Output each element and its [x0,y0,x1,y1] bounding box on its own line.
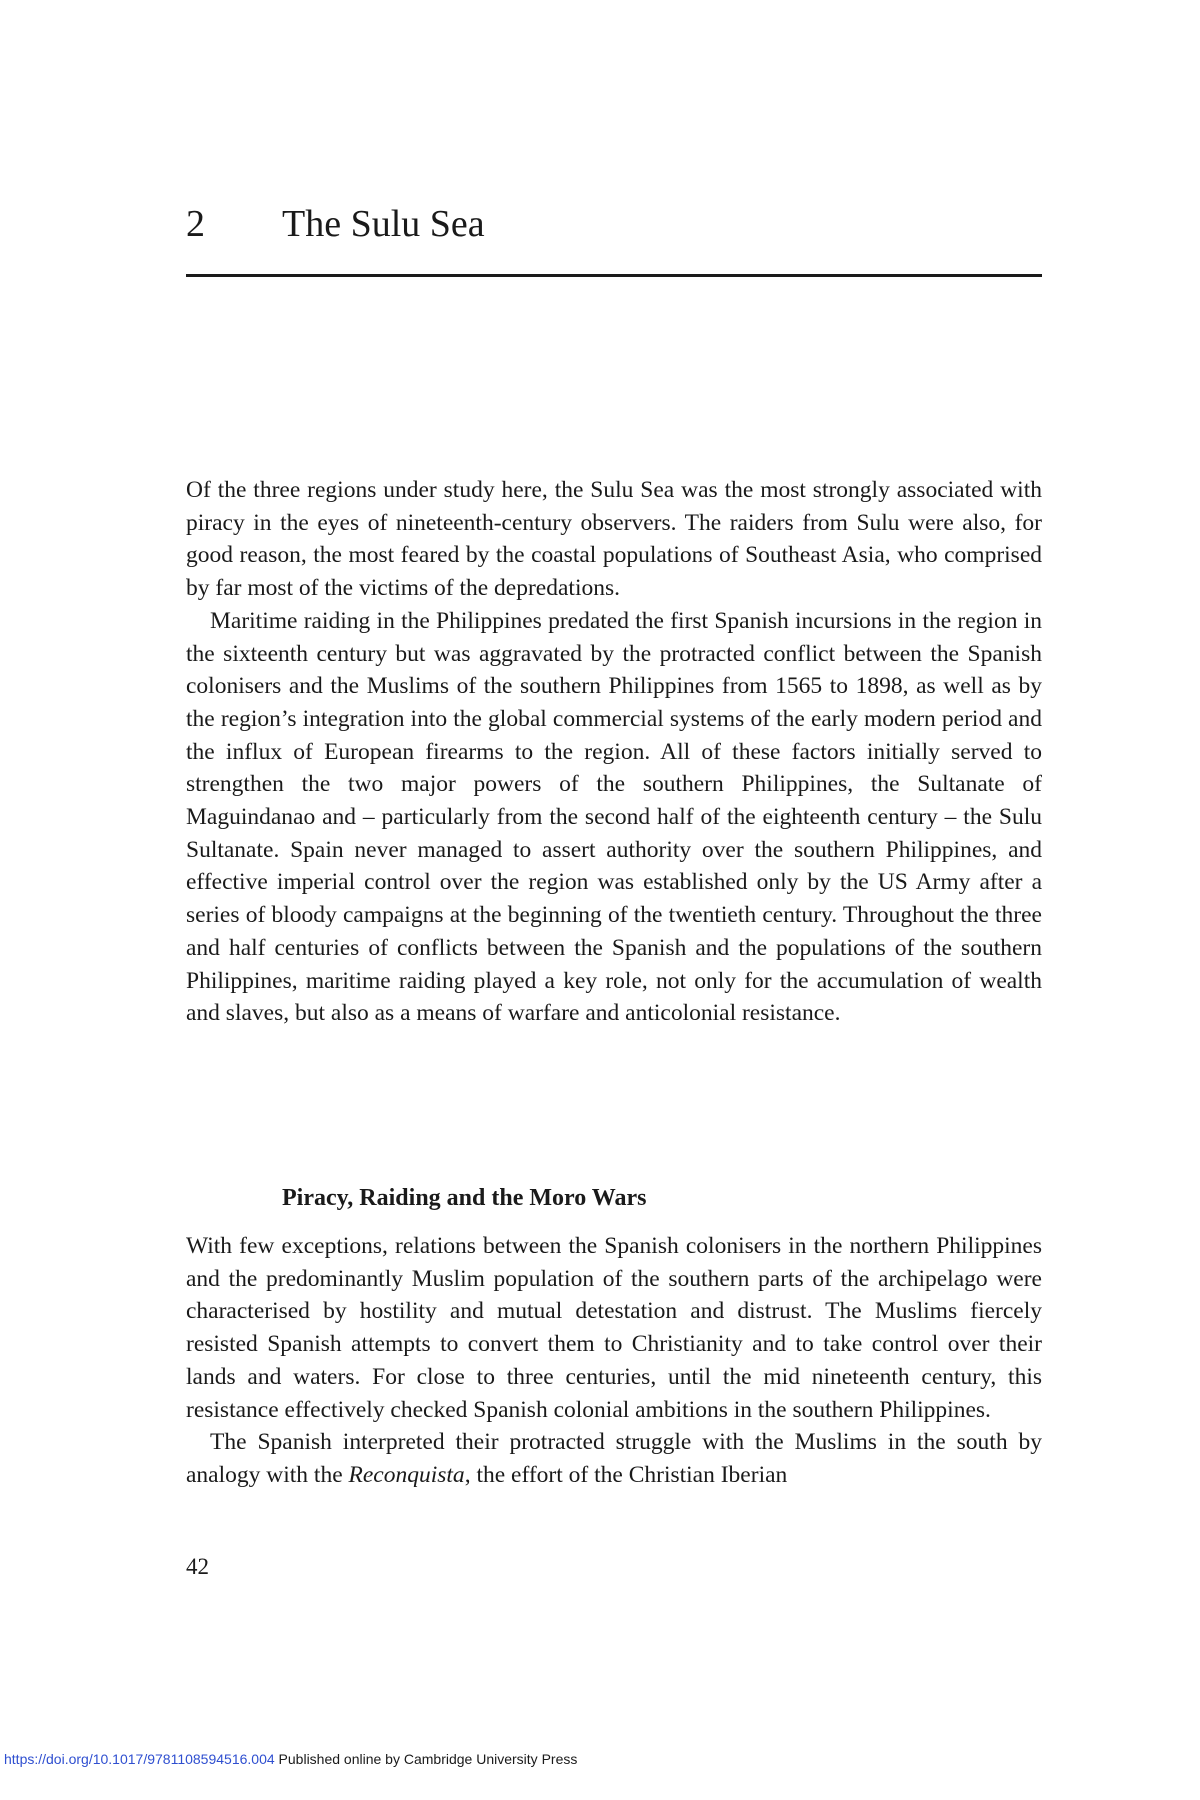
chapter-title: The Sulu Sea [282,203,485,245]
paragraph [186,1426,1042,1491]
paragraph: Of the three regions under study here, the Sulu Sea was the most strongly associated with piracy in the eyes of nineteenth-century observers. The raiders from Sulu were also, for good reason, the most feared by the coastal populations of Southeast Asia, who comprised by far most of the victims of the depredations. [186,477,1042,602]
section-text [186,1230,1042,1492]
chapter-number: 2 [186,203,205,245]
paragraph-text: The Spanish interpreted their protracted struggle with the Muslims in the south by analogy with the [186,1429,1042,1488]
section-heading: Piracy, Raiding and the Moro Wars [282,1185,647,1211]
emphasis-term: Reconquista [348,1461,465,1488]
publisher-note: Published online by Cambridge University Press [274,1751,578,1767]
intro-text [186,474,1042,1030]
doi-link[interactable]: https://doi.org/10.1017/9781108594516.004 [4,1751,275,1767]
footer [4,1750,577,1768]
paragraph: Maritime raiding in the Philippines predated the first Spanish incursions in the region in the sixteenth century but was aggravated by the protracted conflict between the Spanish colonisers and the Muslims of the southern Philippines from 1565 to 1898, as well as by the region’s integration into the global commercial systems of the early modern period and the influx of European firearms to the region. All of these factors initially served to strengthen the two major powers of the southern Philippines, the Sultanate of Maguindanao and – particularly from the second half of the eighteenth century – the Sulu Sultanate. Spain never managed to assert authority over the southern Philippines, and effective imperial control over the region was established only by the US Army after a series of bloody campaigns at the beginning of the twentieth century. Throughout the three and half centuries of conflicts between the Spanish and the populations of the southern Philippines, maritime raiding played a key role, not only for the accumulation of wealth and slaves, but also as a means of warfare and anticolonial resistance. [186,607,1042,1027]
chapter-header [186,200,1042,277]
page-number: 42 [186,1554,209,1579]
paragraph-text: , the effort of the Christian Iberian [464,1461,788,1488]
paragraph: With few exceptions, relations between the Spanish colonisers in the northern Philippines and the predominantly Muslim population of the southern parts of the archipelago were characterised by hostility and mutual detestation and distrust. The Muslims fiercely resisted Spanish attempts to convert them to Christianity and to take control over their lands and waters. For close to three centuries, until the mid nineteenth century, this resistance effectively checked Spanish colonial ambitions in the southern Philippines. [186,1233,1042,1423]
